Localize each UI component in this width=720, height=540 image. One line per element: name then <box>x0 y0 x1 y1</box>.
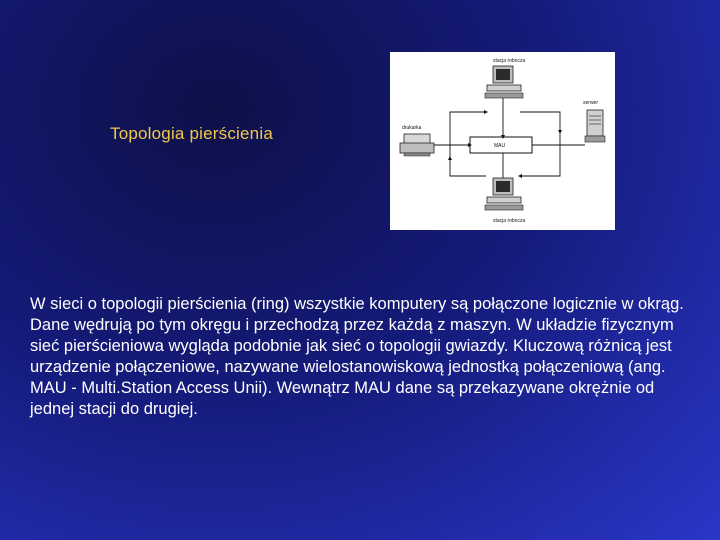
bottom-workstation-icon <box>485 178 523 210</box>
printer-label: drukarka <box>402 125 422 131</box>
slide-title: Topologia pierścienia <box>110 124 273 143</box>
mau-label: MAU <box>494 143 506 149</box>
ring-topology-diagram <box>390 52 615 230</box>
top-workstation-label: stacja robocza <box>493 58 526 64</box>
slide-body-text: W sieci o topologii pierścienia (ring) wszystkie komputery są połączone logicznie w okrąg. Dane wędrują po tym okręgu i przechodzą przez każdą z maszyn. W układzie fizycznym sieć pierścieniowa wygląda podobnie jak sieć o topologii gwiazdy. Kluczową różnicą jest urządzenie połączeniowe, nazywane wielostanowiskową jednostką połączeniową (ang. MAU - Multi.Station Access Unii). Wewnątrz MAU dane są przekazywane okrężnie od jednej stacji do drugiej. <box>30 295 684 418</box>
server-label: serwer <box>583 100 599 106</box>
top-workstation-icon <box>485 66 523 98</box>
printer-icon <box>400 134 434 156</box>
bottom-workstation-label: stacja robocza <box>493 218 526 224</box>
server-icon <box>585 110 605 142</box>
